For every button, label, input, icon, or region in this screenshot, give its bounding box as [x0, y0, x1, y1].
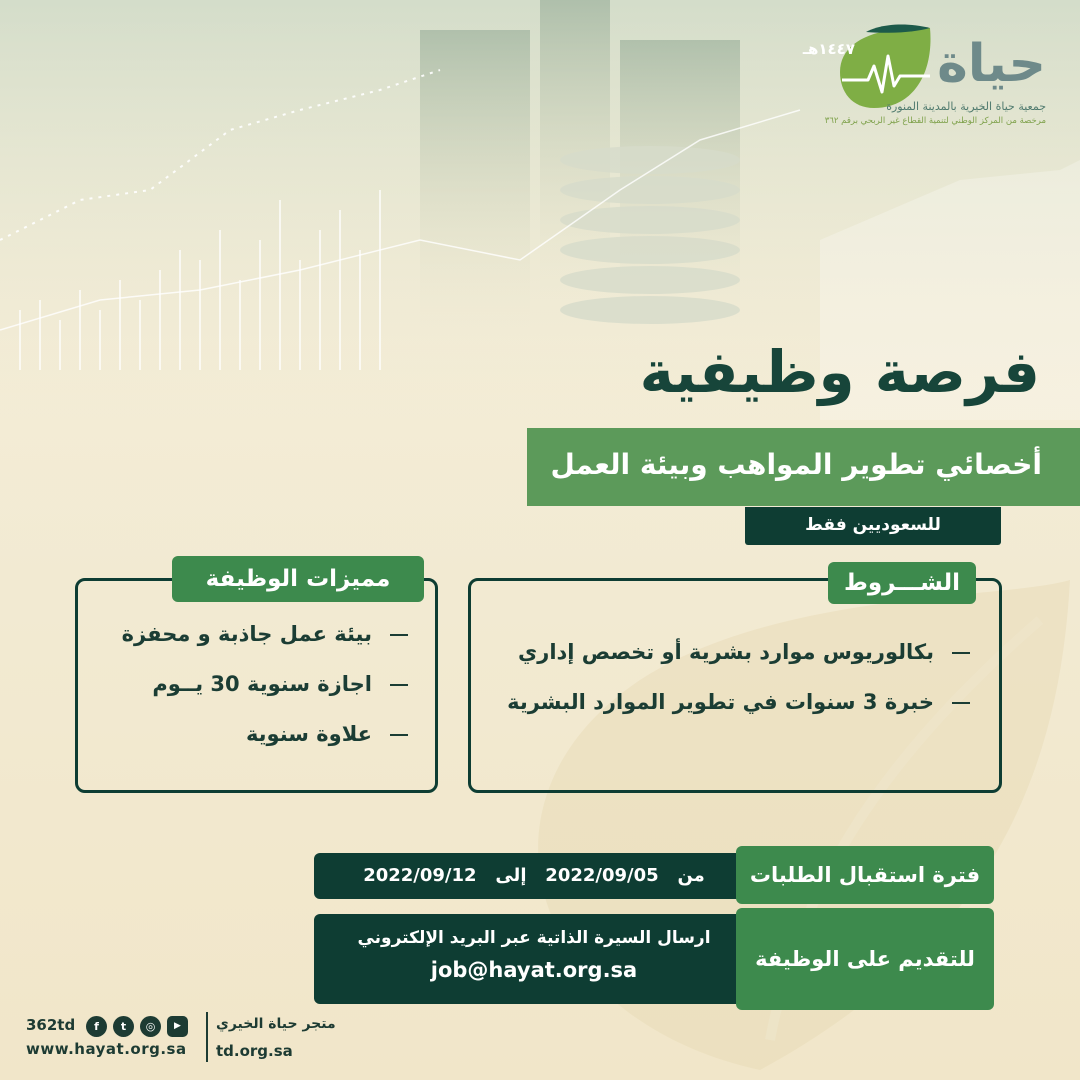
benefits-list: [122, 622, 408, 772]
job-title-banner: أخصائي تطوير المواهب وبيئة العمل: [527, 428, 1080, 506]
period-from-word: من: [677, 865, 705, 886]
dash-icon: [952, 702, 970, 704]
footer-handle: 362td: [26, 1016, 76, 1034]
logo-year-badge: ١٤٤٧هـ: [802, 40, 855, 58]
twitter-icon[interactable]: t: [113, 1016, 134, 1037]
list-item: بكالوريوس موارد بشرية أو تخصص إداري: [507, 640, 970, 664]
period-to-word: إلى: [495, 865, 527, 886]
list-item: اجازة سنوية 30 يــوم: [122, 672, 408, 696]
facebook-icon[interactable]: f: [86, 1016, 107, 1037]
dash-icon: [952, 652, 970, 654]
social-icons: [86, 1016, 188, 1037]
footer-divider: [206, 1012, 208, 1062]
list-item: بيئة عمل جاذبة و محفزة: [122, 622, 408, 646]
dash-icon: [390, 684, 408, 686]
list-item: علاوة سنوية: [122, 722, 408, 746]
dash-icon: [390, 634, 408, 636]
logo-subtitle: جمعية حياة الخيرية بالمدينة المنورة: [886, 100, 1046, 113]
apply-email[interactable]: job@hayat.org.sa: [430, 958, 638, 982]
dash-icon: [390, 734, 408, 736]
logo-license: مرخصة من المركز الوطني لتنمية القطاع غير الربحي برقم ٣٦٢: [824, 116, 1046, 126]
eligibility-badge: للسعوديين فقط: [745, 507, 1001, 545]
logo-name: حياة: [937, 34, 1046, 94]
youtube-icon[interactable]: ▶: [167, 1016, 188, 1037]
conditions-heading: الشـــروط: [828, 562, 976, 604]
page-title: فرصة وظيفية: [639, 338, 1040, 406]
instagram-icon[interactable]: ◎: [140, 1016, 161, 1037]
store-url[interactable]: td.org.sa: [216, 1042, 293, 1060]
store-label: متجر حياة الخيري: [216, 1016, 336, 1032]
footer-website[interactable]: www.hayat.org.sa: [26, 1040, 187, 1058]
apply-instruction: ارسال السيرة الذاتية عبر البريد الإلكتروني: [357, 928, 711, 948]
period-dates-bar: [314, 853, 754, 899]
period-to-date: 2022/09/12: [363, 865, 477, 886]
apply-label: للتقديم على الوظيفة: [736, 908, 994, 1010]
period-from-date: 2022/09/05: [545, 865, 659, 886]
benefits-heading: مميزات الوظيفة: [172, 556, 424, 602]
hayat-logo: [750, 22, 1050, 132]
list-item: خبرة 3 سنوات في تطوير الموارد البشرية: [507, 690, 970, 714]
conditions-list: [507, 640, 970, 740]
period-label: فترة استقبال الطلبات: [736, 846, 994, 904]
apply-info-bar: [314, 914, 754, 1004]
